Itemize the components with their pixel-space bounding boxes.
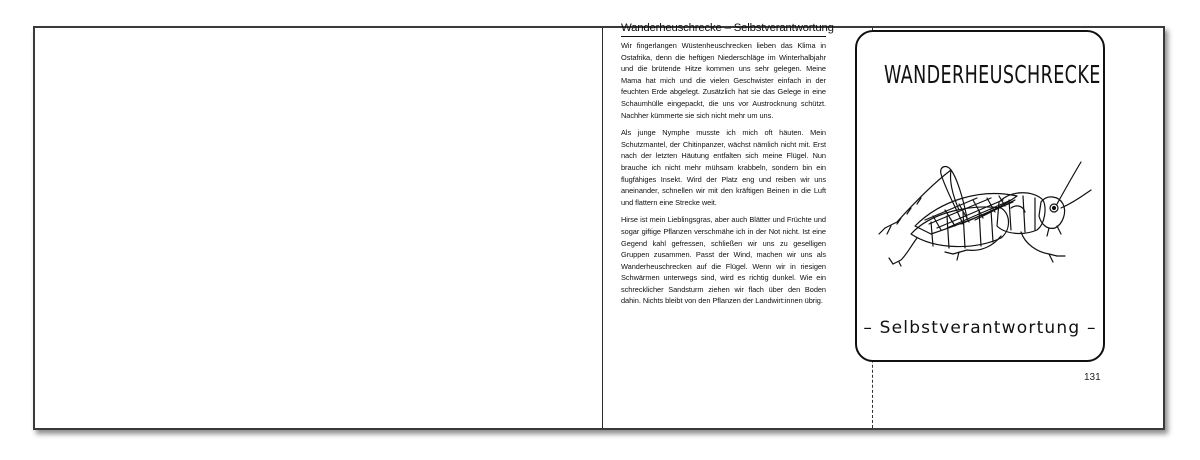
article-paragraph-3: Hirse ist mein Lieblingsgras, aber auch Blätter und Früchte und sogar giftige Pflanzen verschmähe ich in der Not nicht. Ist eine Gegend kahl gefressen, schließen wir uns zu geselligen Gruppen zusammen. Passt der Wind, machen wir uns als Wanderheuschrecken auf die Flügel. Wenn wir in riesigen Schwärmen unterwegs sind, wird es richtig dunkel. Wie ein schrecklicher Sandsturm ziehen wir flach über den Boden dahin. Nichts bleibt von den Pflanzen der Landwirt:innen übrig. (621, 215, 826, 306)
card-title: WANDERHEUSCHRECKE (884, 60, 1101, 89)
card-subtitle: – Selbstverantwortung – (863, 318, 1097, 338)
article-text (621, 22, 834, 313)
grasshopper-icon (871, 142, 1093, 267)
blank-left-page (35, 28, 602, 428)
book-spine (602, 28, 603, 428)
article-paragraph-1: Wir fingerlangen Wüstenheuschrecken lieben das Klima in Ostafrika, denn die heftigen Niederschläge im Winterhalbjahr und die brütende Hitze kommen uns sehr gelegen. Meine Mama hat mich und die vielen Geschwister einfach in der feuchten Erde abgelegt. Zusätzlich hat sie das Gelege in eine Schaumhülle eingepackt, die uns vor Austrocknung schützt. Nachher kümmerte sie sich nicht mehr um uns. (621, 41, 826, 120)
animal-card (855, 30, 1105, 362)
page-number: 131 (1084, 372, 1101, 383)
article-heading: Wanderheuschrecke – Selbstverantwortung (621, 22, 826, 37)
article-paragraph-2: Als junge Nymphe musste ich mich oft häuten. Mein Schutzmantel, der Chitinpanzer, wächst nämlich nicht mit. Erst nach der letzten Häutung entfalten sich meine Flügel. Nun brauche ich nicht mehr mühsam krabbeln, sondern bin ein flugfähiges Insekt. Wird der Platz eng und reiben wir uns aneinander, schnellen wir mit den kräftigen Beinen in die Luft und flattern eine Strecke weit. (621, 128, 826, 207)
